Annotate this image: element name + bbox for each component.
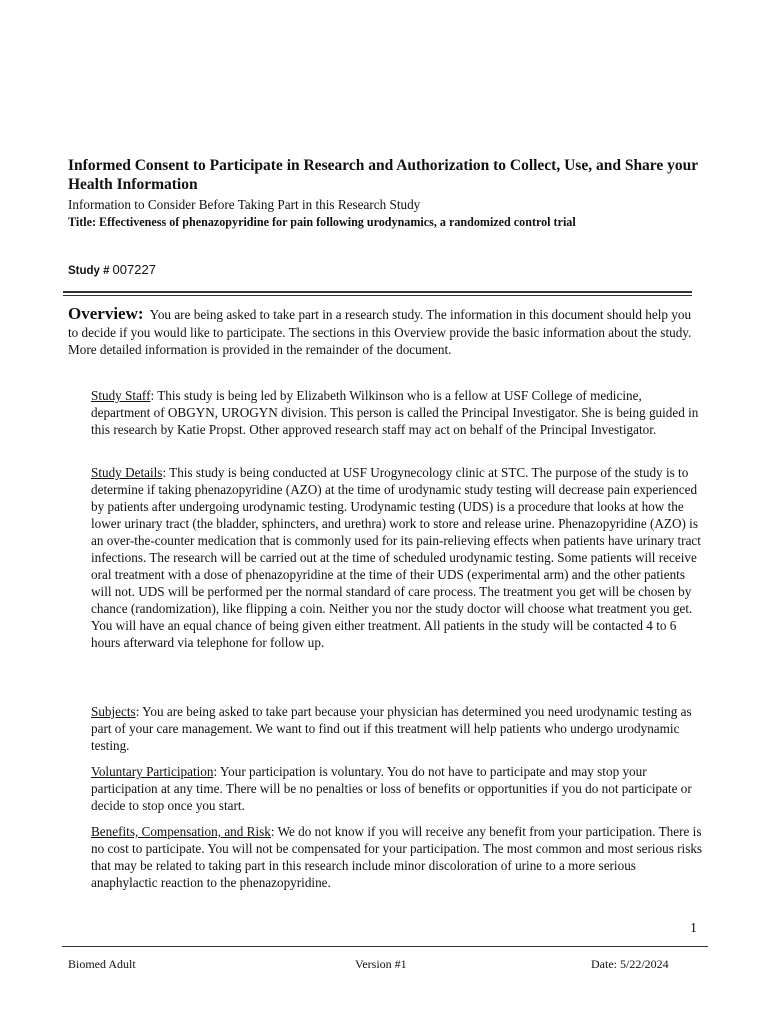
header-divider-thin	[63, 295, 692, 296]
section-heading: Study Staff	[91, 388, 151, 403]
section-study-staff	[91, 387, 703, 438]
section-heading: Subjects	[91, 704, 136, 719]
overview-heading: Overview:	[68, 304, 144, 323]
section-text: : You are being asked to take part because your physician has determined you need urodynamic testing as part of your care management. We want to find out if this treatment will help patients who undergo urodynamic testing.	[91, 704, 692, 753]
study-number-value: 007227	[112, 262, 156, 277]
section-heading: Study Details	[91, 465, 163, 480]
document-subtitle: Information to Consider Before Taking Part in this Research Study	[68, 197, 421, 212]
section-text: : This study is being led by Elizabeth Wilkinson who is a fellow at USF College of medicine, department of OBGYN, UROGYN division. This person is called the Principal Investigator. She is being guided in this research by Katie Propst. Other approved research staff may act on behalf of the Principal Investigator.	[91, 388, 699, 437]
header-divider	[63, 291, 692, 293]
section-heading: Voluntary Participation	[91, 764, 214, 779]
section-voluntary-participation	[91, 763, 703, 814]
study-number-label: Study #	[68, 265, 110, 277]
study-title: Title: Effectiveness of phenazopyridine for pain following urodynamics, a randomized control trial	[68, 215, 576, 229]
overview-paragraph	[68, 305, 698, 359]
footer-form-type: Biomed Adult	[68, 957, 136, 971]
overview-text: You are being asked to take part in a research study. The information in this document should help you to decide if you would like to participate. The sections in this Overview provide the basic information about the study. More detailed information is provided in the remainder of the document.	[68, 307, 692, 357]
section-benefits-risk	[91, 823, 703, 891]
section-heading: Benefits, Compensation, and Risk	[91, 824, 271, 839]
section-subjects	[91, 703, 703, 754]
section-text: : We do not know if you will receive any benefit from your participation. There is no cost to participate. You will not be compensated for your participation. The most common and most serious risks that may be related to taking part in this research include minor discoloration of urine to a more serious anaphylactic reaction to the phenazopyridine.	[91, 824, 703, 890]
footer-divider	[62, 946, 708, 947]
section-text: : Your participation is voluntary. You do not have to participate and may stop your participation at any time. There will be no penalties or loss of benefits or opportunities if you do not participate or decide to stop once you start.	[91, 764, 692, 813]
footer-date: Date: 5/22/2024	[591, 957, 669, 971]
footer-version: Version #1	[355, 957, 407, 971]
study-number	[68, 262, 156, 279]
page-number: 1	[690, 921, 697, 936]
section-study-details	[91, 464, 703, 651]
section-text: : This study is being conducted at USF Urogynecology clinic at STC. The purpose of the study is to determine if taking phenazopyridine (AZO) at the time of urodynamic study testing will decrease pain experienced by patients after undergoing urodynamic testing. Urodynamic testing (UDS) is a procedure that looks at how the lower urinary tract (the bladder, sphincters, and urethra) work to store and release urine. Phenazopyridine (AZO) is an over-the-counter medication that is commonly used for its pain-relieving effects when patients have urinary tract infections. The research will be carried out at the time of scheduled urodynamic testing. Some patients will receive oral treatment with a dose of phenazopyridine at the time of their UDS (experimental arm) and the other patients will not. UDS will be performed per the normal standard of care process. The treatment you get will be chosen by chance (randomization), like flipping a coin. Neither you nor the study doctor will choose what treatment you get. You will have an equal chance of being given either treatment. All patients in the study will be contacted 4 to 6 hours afterward via telephone for follow up.	[91, 465, 701, 650]
document-title: Informed Consent to Participate in Research and Authorization to Collect, Use, and Share your Health Information	[68, 157, 698, 193]
